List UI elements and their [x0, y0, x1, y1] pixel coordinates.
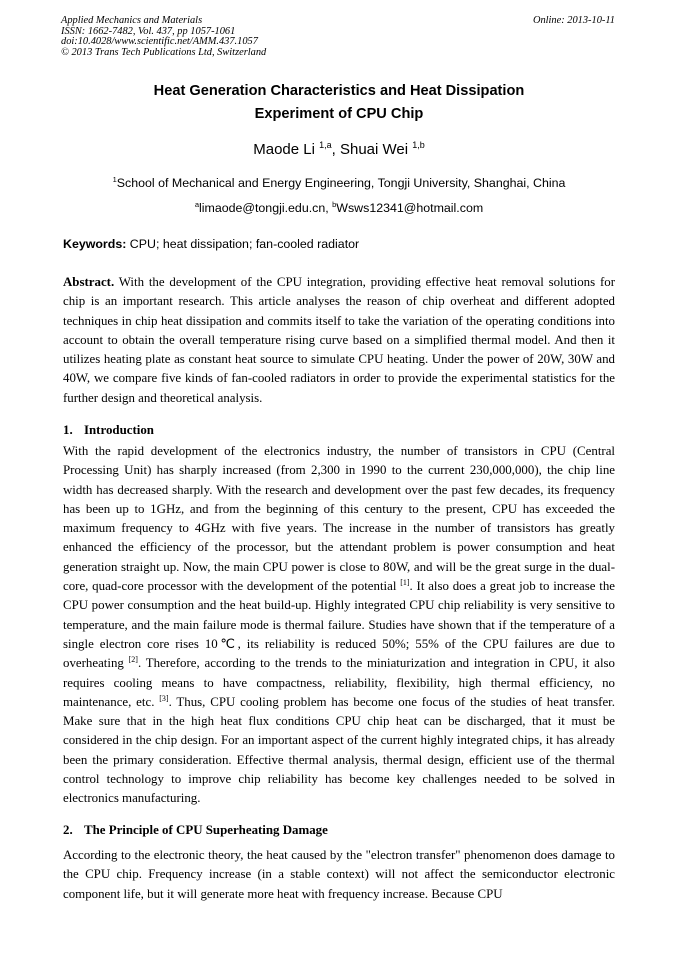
- section-heading: [63, 422, 615, 438]
- email-a: limaode@tongji.edu.cn,: [199, 201, 333, 215]
- citation-ref: [2]: [128, 655, 138, 665]
- author-superscript: 1,a: [319, 140, 332, 150]
- author-list: [40, 140, 638, 160]
- title-line-1: Heat Generation Characteristics and Heat Dissipation: [153, 83, 525, 99]
- author-emails: [40, 200, 638, 216]
- title-line-2: Experiment of CPU Chip: [254, 106, 424, 122]
- author-name: Maode Li: [253, 141, 315, 158]
- doi-line: doi:10.4028/www.scientific.net/AMM.437.1057: [61, 36, 258, 48]
- email-superscript: b: [332, 200, 337, 209]
- email-b: Wsws12341@hotmail.com: [336, 201, 484, 215]
- section-number: 2.: [63, 823, 73, 837]
- affiliation-text: School of Mechanical and Energy Engineering, Tongji University, Shanghai, China: [116, 176, 566, 190]
- keywords: [63, 236, 615, 252]
- introduction-paragraph: [63, 442, 615, 809]
- paragraph-text: . Thus, CPU cooling problem has become one focus of the studies of heat transfer. Make sure that in the high heat flux conditions CPU chip heat can be discharged, that it must be considered in the chip design. For an important aspect of the current highly integrated chips, it has already been the primary consideration. Effective thermal analysis, thermal design, efficient use of the thermal control technology to improve chip reliability has become key challenges needed to be solved in electronics manufacturing.: [63, 694, 615, 806]
- section-title: Introduction: [84, 423, 154, 437]
- affiliation-superscript: 1: [112, 175, 117, 184]
- section-heading: [63, 822, 615, 838]
- affiliation: [40, 175, 638, 191]
- abstract-label: Abstract.: [63, 275, 115, 289]
- author-superscript: 1,b: [412, 140, 425, 150]
- keywords-label: Keywords:: [63, 237, 127, 251]
- copyright-line: © 2013 Trans Tech Publications Ltd, Switzerland: [61, 46, 267, 58]
- section-number: 1.: [63, 423, 73, 437]
- issn-line: ISSN: 1662-7482, Vol. 437, pp 1057-1061: [61, 25, 236, 37]
- section-title: The Principle of CPU Superheating Damage: [84, 823, 328, 837]
- paper-title: [40, 80, 638, 126]
- keywords-text: CPU; heat dissipation; fan-cooled radiator: [126, 237, 360, 251]
- author-separator: ,: [331, 141, 340, 158]
- citation-ref: [1]: [400, 578, 410, 588]
- email-superscript: a: [194, 200, 199, 209]
- citation-ref: [3]: [159, 693, 169, 703]
- paragraph-text: . It also does a great job to increase the CPU power consumption and the heat build-up. Highly integrated CPU chip reliability is very sensitive to temperature, and the main failure mode is thermal failure. Studies have shown that if the temperature of a single electron core rises 10℃, its reliability is reduced 50%; 55% of the CPU failures are due to overheating: [63, 579, 615, 671]
- paragraph-text: With the rapid development of the electronics industry, the number of transistors in CPU (Central Processing Unit) has sharply increased (from 2,300 in 1990 to the current 230,000,000), the chip line width has decreased sharply. With the research and development over the past few decades, its frequency has been up to 1GHz, and from the beginning of this century to the present, CPU has exceeded the maximum frequency to 4GHz with five years. The increase in the number of transistors has greatly enhanced the efficiency of the processor, but the attendant problem is power consumption and heat generation straight up. Now, the main CPU power is close to 80W, and will be the great surge in the dual-core, quad-core processor with the development of the potential: [63, 444, 615, 594]
- paragraph-text: . Therefore, according to the trends to the miniaturization and integration in CPU, it also requires cooling means to have compactness, reliability, flexibility, high thermal efficiency, no maintenance, etc.: [63, 656, 615, 709]
- journal-name: Applied Mechanics and Materials: [61, 15, 203, 26]
- author-name: Shuai Wei: [339, 141, 409, 158]
- journal-header: [61, 16, 441, 58]
- principle-paragraph: [63, 846, 615, 904]
- abstract-text: With the development of the CPU integration, providing effective heat removal solutions for chip is an important research. This article analyses the reason of chip overheat and different adopted techniques in chip heat dissipation and commits itself to take the variation of the operating conditions into account to obtain the overall temperature rising curve based on a simplified thermal model. And then it utilizes heating plate as constant heat source to simulate CPU heating. Under the power of 20W, 30W and 40W, we compare five kinds of fan-cooled radiators in order to provide the experimental statistics for the further design and theoretical analysis.: [63, 275, 615, 405]
- online-date: Online: 2013-10-11: [532, 15, 615, 26]
- abstract: [63, 273, 615, 408]
- paragraph-text: According to the electronic theory, the heat caused by the "electron transfer" phenomenon does damage to the CPU chip. Frequency increase (in a stable context) will not affect the semiconductor electronic component life, but it will generate more heat with frequency increase. Because CPU: [63, 848, 615, 901]
